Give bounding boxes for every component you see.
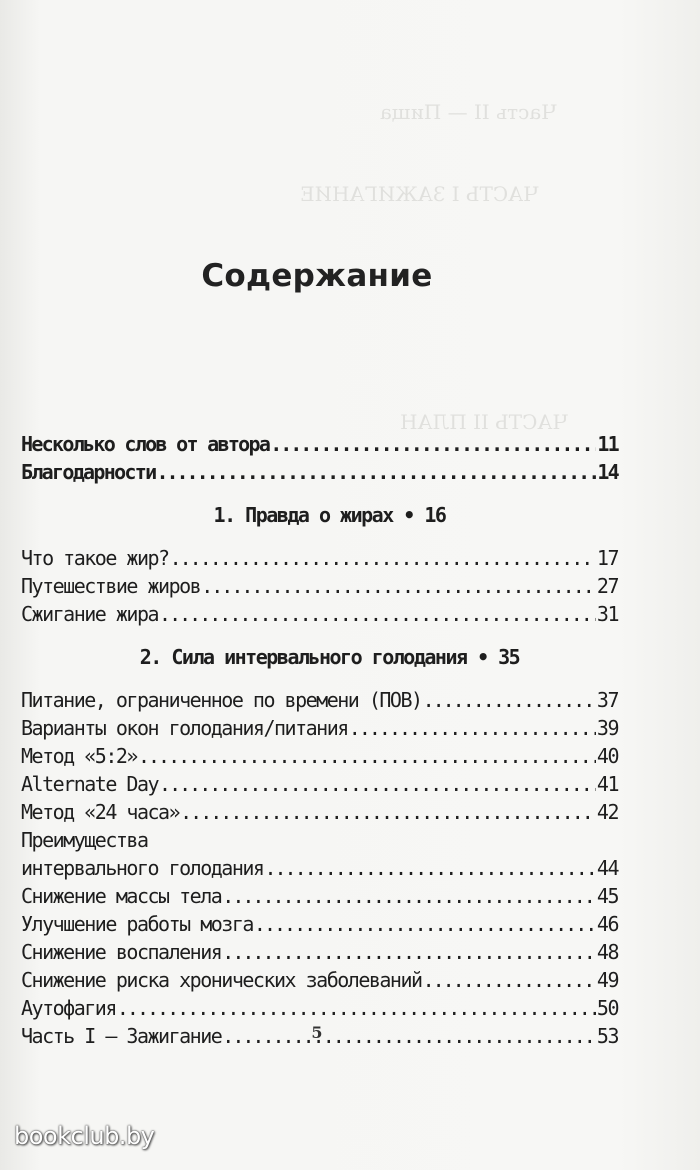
toc-entry xyxy=(21,714,618,742)
bleed-through-text: ЧАСТЬ II ПЛАН xyxy=(400,410,568,434)
bleed-through-text: ЧАСТЬ I ЗАЖИГАНИЕ xyxy=(300,182,539,206)
leader-dots xyxy=(423,966,596,994)
toc-entry-label: Снижение воспаления xyxy=(21,940,222,964)
leader-dots xyxy=(159,600,596,628)
toc-entry-label: Метод «24 часа» xyxy=(21,800,180,824)
toc-entry xyxy=(21,742,618,770)
toc-entry-page: 11 xyxy=(597,432,618,456)
page-number: 5 xyxy=(311,1023,323,1042)
toc-entry-label: Что такое жир? xyxy=(21,546,169,570)
toc-entry xyxy=(21,544,618,572)
toc-entry-page: 39 xyxy=(596,716,618,740)
toc-entry xyxy=(21,600,618,628)
toc-entry-page: 46 xyxy=(596,912,618,936)
toc-entry xyxy=(21,458,618,486)
toc-entry-label: Снижение риска хронических заболеваний xyxy=(21,968,422,992)
toc-entry-page: 49 xyxy=(596,968,618,992)
leader-dots xyxy=(222,882,596,910)
toc-entry-page: 45 xyxy=(596,884,618,908)
section-heading: 1. Правда о жирах • 16 xyxy=(213,503,446,527)
toc-entry-page: 14 xyxy=(597,460,618,484)
leader-dots xyxy=(423,686,596,714)
bleed-through-text: Часть II — Пища xyxy=(380,100,557,124)
toc-entry-label: интервального голодания xyxy=(21,856,264,880)
toc-entry xyxy=(21,910,618,938)
toc-entry-page: 37 xyxy=(596,688,618,712)
page-title: Содержание xyxy=(201,258,433,294)
watermark: bookclub.by xyxy=(14,1122,155,1150)
leader-dots xyxy=(156,458,596,486)
toc-entry-label: Благодарности xyxy=(21,460,156,484)
toc-entry-label: Улучшение работы мозга xyxy=(21,912,253,936)
toc-entry-label: Сжигание жира xyxy=(21,602,159,626)
toc-entry xyxy=(21,572,618,600)
toc-entry-label: Аутофагия xyxy=(21,996,116,1020)
toc-entry-page: 53 xyxy=(596,1024,618,1048)
leader-dots xyxy=(201,572,596,600)
toc-entry-page: 44 xyxy=(596,856,618,880)
toc-entry xyxy=(21,882,618,910)
leader-dots xyxy=(117,994,596,1022)
leader-dots xyxy=(349,714,596,742)
toc-entry-label: Метод «5:2» xyxy=(21,744,137,768)
toc-entry-label: Питание, ограниченное по времени (ПОВ) xyxy=(21,688,422,712)
toc-entry-page: 27 xyxy=(596,574,618,598)
toc-entry-label: Преимущества xyxy=(21,828,148,852)
toc-entry-page: 41 xyxy=(596,772,618,796)
toc-entry-label: Часть I — Зажигание xyxy=(21,1024,222,1048)
leader-dots xyxy=(170,544,596,572)
toc-entry xyxy=(21,966,618,994)
section-heading: 2. Сила интервального голодания • 35 xyxy=(139,645,520,669)
leader-dots xyxy=(222,938,596,966)
toc-entry-label: Варианты окон голодания/питания xyxy=(21,716,348,740)
toc-entry-page: 31 xyxy=(596,602,618,626)
toc-entry xyxy=(21,686,618,714)
leader-dots xyxy=(159,770,596,798)
toc-entry-label: Путешествие жиров xyxy=(21,574,201,598)
toc-entry xyxy=(21,854,618,882)
toc-entry xyxy=(21,798,618,826)
toc-entry-label: Снижение массы тела xyxy=(21,884,222,908)
leader-dots xyxy=(264,854,595,882)
toc-entry-first-line xyxy=(21,826,618,854)
toc-entry xyxy=(21,770,618,798)
toc-entry-page: 48 xyxy=(596,940,618,964)
toc-entry xyxy=(21,994,618,1022)
toc-entry-page: 42 xyxy=(596,800,618,824)
toc-entry-page: 40 xyxy=(596,744,618,768)
table-of-contents xyxy=(21,430,618,1050)
leader-dots xyxy=(138,742,596,770)
leader-dots xyxy=(180,798,596,826)
toc-entry-label: Alternate Day xyxy=(21,772,159,796)
leader-dots xyxy=(254,910,596,938)
toc-entry-label: Несколько слов от автора xyxy=(21,432,270,456)
toc-entry xyxy=(21,430,618,458)
toc-entry xyxy=(21,938,618,966)
toc-entry-page: 17 xyxy=(596,546,618,570)
toc-entry-page: 50 xyxy=(596,996,618,1020)
leader-dots xyxy=(270,430,596,458)
